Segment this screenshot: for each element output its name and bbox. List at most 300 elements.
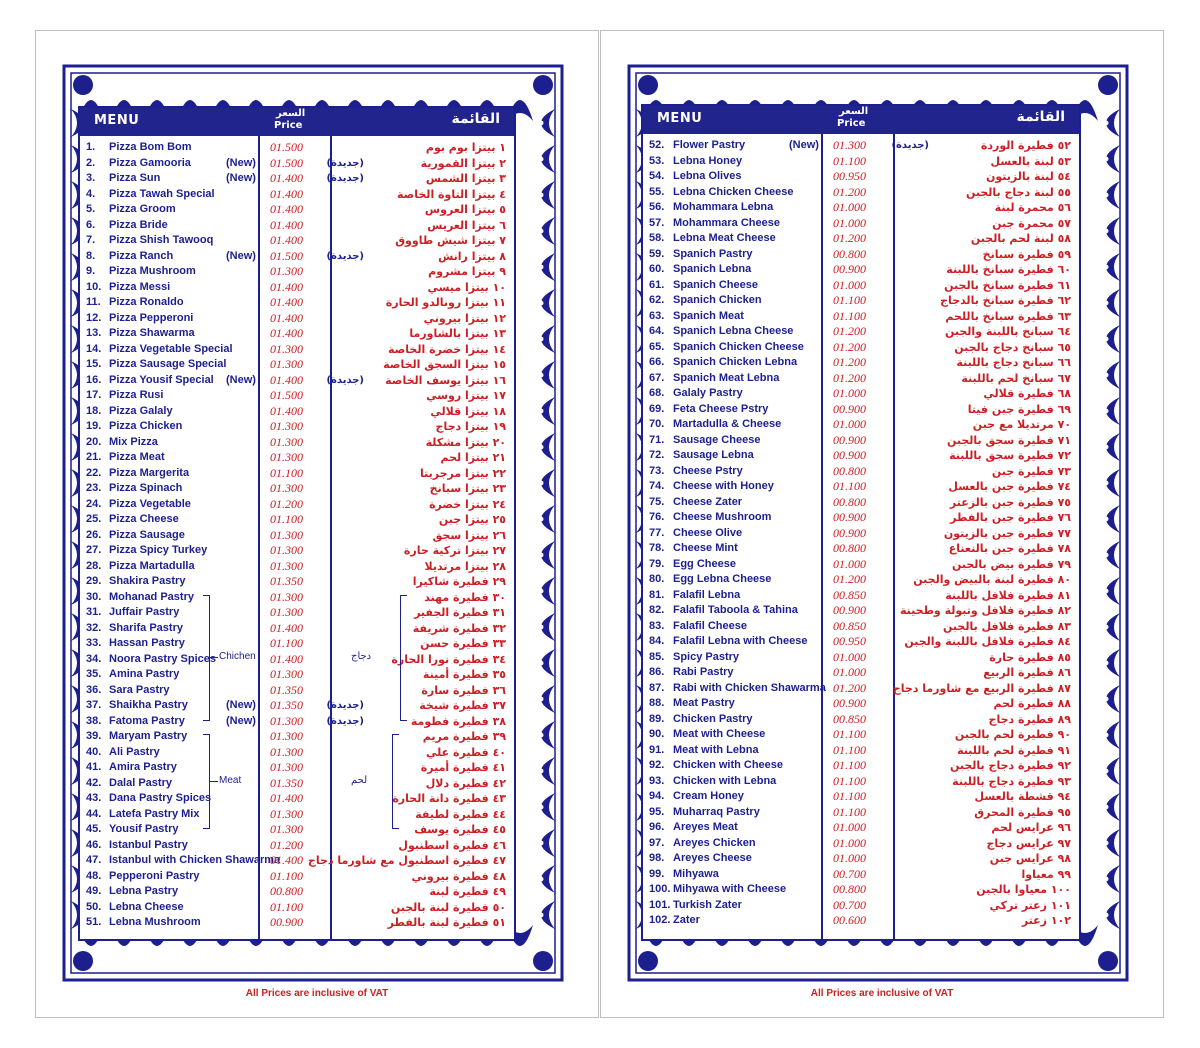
border-ornament bbox=[851, 90, 857, 96]
item-price: 01.000 bbox=[833, 649, 866, 664]
menu-item-row bbox=[80, 822, 514, 838]
item-price: 01.350 bbox=[270, 682, 303, 697]
border-ornament bbox=[1098, 75, 1118, 95]
border-ornament bbox=[73, 951, 93, 971]
item-name-ar: ٢٢ بيتزا مرجريتا bbox=[420, 466, 506, 480]
item-name-ar: ٦ بيتزا العريس bbox=[427, 218, 506, 232]
border-ornament bbox=[539, 409, 544, 414]
item-name-en bbox=[649, 727, 765, 743]
menu-item-row bbox=[80, 435, 514, 451]
item-number: 1. bbox=[86, 141, 96, 153]
border-ornament bbox=[1104, 481, 1109, 486]
item-price: 01.400 bbox=[270, 326, 303, 340]
item-name: Cheese Pstry bbox=[673, 464, 743, 477]
menu-item-row bbox=[80, 404, 514, 420]
item-name-en bbox=[86, 853, 280, 869]
menu-item-row bbox=[643, 851, 1079, 867]
menu-item-row bbox=[80, 900, 514, 916]
item-name-en bbox=[86, 838, 188, 854]
item-name-ar: ٩٩ معياوا bbox=[1021, 867, 1071, 881]
item-price: 01.300 bbox=[270, 450, 303, 464]
item-number: 16. bbox=[86, 373, 102, 386]
item-name: Rabi Pastry bbox=[673, 666, 734, 678]
item-name-ar: ٤٤ فطيرة لطيفة bbox=[415, 807, 506, 821]
item-price: 01.400 bbox=[270, 853, 303, 867]
item-price: 01.300 bbox=[270, 434, 303, 449]
item-number: 93. bbox=[649, 774, 665, 787]
menu-item-row bbox=[643, 867, 1079, 883]
item-name-en bbox=[86, 760, 177, 776]
item-name-ar: ٦٦ سبانخ دجاج باللبنة bbox=[956, 356, 1071, 369]
item-new-tag-ar: (جديدة) bbox=[326, 173, 364, 184]
header-menu-ar: القائمة bbox=[1016, 109, 1065, 125]
item-name: Pizza Groom bbox=[109, 203, 176, 215]
item-name-ar: ١٠١ زعتر تركي bbox=[989, 898, 1071, 912]
item-price: 01.000 bbox=[833, 386, 866, 400]
header-price-en: Price bbox=[837, 118, 866, 129]
item-name: Fatoma Pastry bbox=[109, 714, 185, 727]
item-price: 01.400 bbox=[270, 403, 303, 418]
item-number: 76. bbox=[649, 511, 665, 523]
menu-item-row bbox=[80, 280, 514, 296]
item-price: 01.300 bbox=[270, 744, 303, 759]
meat-group-label: Meat bbox=[219, 775, 242, 786]
item-number: 49. bbox=[86, 885, 102, 897]
menu-item-row bbox=[80, 311, 514, 327]
item-price: 00.900 bbox=[833, 510, 866, 524]
item-new-tag: (New) bbox=[226, 249, 256, 262]
item-number: 5. bbox=[86, 203, 96, 215]
item-name-ar: ٨ بيتزا رانش bbox=[438, 249, 506, 263]
item-name-en bbox=[649, 464, 743, 480]
item-new-tag-ar: (جديدة) bbox=[326, 250, 364, 262]
item-name-ar: ٤٥ فطيرة يوسف bbox=[414, 823, 506, 836]
item-name-en bbox=[649, 696, 735, 712]
item-name: Pizza Margerita bbox=[109, 466, 190, 479]
menu-item-row bbox=[80, 419, 514, 435]
item-name-ar: ١٣ بيتزا بالشاورما bbox=[409, 327, 506, 340]
item-name-en bbox=[86, 466, 189, 482]
border-ornament bbox=[1104, 769, 1109, 774]
item-name-en bbox=[86, 745, 160, 761]
item-name-en bbox=[86, 574, 185, 590]
item-name-en bbox=[649, 851, 752, 867]
meat-group-label-ar: لحم bbox=[351, 775, 368, 786]
item-number: 90. bbox=[649, 728, 665, 740]
menu-page-right bbox=[600, 30, 1164, 1018]
menu-item-row bbox=[80, 652, 514, 668]
item-number: 101. bbox=[649, 898, 671, 911]
item-name-en bbox=[86, 187, 215, 203]
item-name: Martadulla & Cheese bbox=[673, 418, 782, 430]
item-name-ar: ٦٠ فطيرة سبانخ باللبنة bbox=[946, 263, 1071, 276]
border-ornament bbox=[539, 301, 544, 306]
item-name: Dalal Pastry bbox=[109, 776, 172, 789]
item-name: Cheese Zater bbox=[673, 495, 743, 508]
item-number: 30. bbox=[86, 590, 102, 603]
item-number: 85. bbox=[649, 650, 665, 663]
border-ornament bbox=[286, 90, 292, 96]
border-ornament bbox=[1016, 90, 1022, 96]
item-number: 64. bbox=[649, 325, 665, 337]
item-name: Turkish Zater bbox=[673, 898, 742, 911]
item-price: 01.400 bbox=[270, 217, 303, 232]
item-name-en bbox=[86, 869, 199, 885]
item-price: 00.900 bbox=[833, 262, 866, 276]
item-name-en bbox=[649, 898, 742, 914]
item-name-ar: ٦٩ فطيرة جبن فيتا bbox=[967, 402, 1071, 416]
item-number: 55. bbox=[649, 185, 665, 198]
border-ornament bbox=[73, 75, 93, 95]
border-ornament bbox=[220, 90, 226, 96]
item-number: 8. bbox=[86, 249, 96, 262]
item-name-en bbox=[86, 900, 184, 916]
item-price: 01.100 bbox=[270, 465, 303, 480]
item-price: 01.100 bbox=[270, 512, 303, 526]
item-name: Pizza Yousif Special bbox=[109, 373, 214, 386]
item-name-en bbox=[86, 233, 213, 249]
item-name: Cheese with Honey bbox=[673, 480, 774, 492]
menu-item-row bbox=[80, 450, 514, 466]
item-name-en bbox=[649, 603, 798, 619]
item-number: 4. bbox=[86, 187, 96, 200]
item-number: 74. bbox=[649, 480, 665, 492]
item-price: 01.400 bbox=[270, 295, 303, 309]
item-number: 87. bbox=[649, 681, 665, 694]
item-name: Lebna Olives bbox=[673, 170, 742, 182]
item-number: 34. bbox=[86, 652, 102, 665]
item-name: Spanich Lebna bbox=[673, 263, 752, 275]
item-name: Spanich Cheese bbox=[673, 278, 758, 291]
item-name: Istanbul Pastry bbox=[109, 838, 188, 851]
item-name-en bbox=[649, 154, 742, 170]
item-name-en bbox=[86, 311, 193, 327]
item-name-en bbox=[649, 417, 781, 433]
item-name-ar: ٨٢ فطيرة فلافل وتبولة وطحينة bbox=[899, 604, 1071, 617]
border-ornament bbox=[1104, 661, 1109, 666]
item-price: 01.300 bbox=[833, 138, 866, 152]
item-name-ar: ٨٠ فطيرة لبنة بالبيض والجبن bbox=[913, 573, 1071, 586]
item-name: Muharraq Pastry bbox=[673, 805, 760, 818]
item-name: Pizza Spinach bbox=[109, 482, 183, 494]
item-name-en bbox=[86, 280, 170, 296]
menu-item-row bbox=[643, 371, 1079, 387]
item-price: 01.300 bbox=[270, 543, 303, 557]
chicken-group-tick bbox=[209, 657, 218, 658]
item-number: 44. bbox=[86, 807, 102, 820]
border-ornament bbox=[385, 950, 391, 956]
item-name: Chicken with Cheese bbox=[673, 759, 784, 771]
border-ornament bbox=[418, 90, 424, 96]
item-price: 00.900 bbox=[833, 432, 866, 447]
border-ornament bbox=[785, 90, 791, 96]
item-name-en bbox=[649, 572, 771, 588]
item-number: 39. bbox=[86, 730, 102, 742]
item-price: 01.300 bbox=[270, 264, 303, 278]
item-name-ar: ٨٥ فطيرة حارة bbox=[989, 650, 1071, 664]
item-name-ar: ٥٤ لبنة بالزيتون bbox=[985, 170, 1071, 183]
item-name: Pizza Sausage bbox=[109, 528, 185, 541]
item-price: 00.600 bbox=[833, 913, 866, 927]
item-name-ar: ٢٩ فطيرة شاكيرا bbox=[412, 575, 506, 588]
item-name-en bbox=[649, 309, 744, 325]
item-price: 01.000 bbox=[833, 200, 866, 214]
item-number: 75. bbox=[649, 495, 665, 508]
border-ornament bbox=[352, 950, 358, 956]
item-name-en bbox=[649, 402, 768, 418]
item-name-ar: ٥٣ لبنة بالعسل bbox=[990, 154, 1071, 168]
item-name-en bbox=[649, 836, 756, 852]
item-number: 82. bbox=[649, 604, 665, 616]
item-name-ar: ٢٠ بيتزا مشكلة bbox=[425, 435, 506, 449]
border-ornament bbox=[686, 950, 692, 956]
item-name-en bbox=[86, 605, 179, 621]
border-ornament bbox=[319, 90, 325, 96]
menu-item-row bbox=[80, 915, 514, 931]
menu-item-row bbox=[643, 169, 1079, 185]
item-name-en bbox=[649, 510, 771, 526]
item-name-en bbox=[86, 388, 163, 404]
item-name: Egg Lebna Cheese bbox=[673, 573, 772, 585]
item-price: 01.400 bbox=[270, 651, 303, 666]
menu-item-row bbox=[643, 464, 1079, 480]
item-price: 01.300 bbox=[270, 806, 303, 821]
item-name-ar: ٢١ بيتزا لحم bbox=[440, 451, 506, 464]
item-number: 13. bbox=[86, 327, 102, 339]
item-new-tag-ar: (جديدة) bbox=[326, 157, 364, 169]
item-name-ar: ٧٦ فطيرة جبن بالفطر bbox=[950, 511, 1071, 524]
border-ornament bbox=[539, 445, 544, 450]
item-name: Noora Pastry Spices bbox=[109, 652, 216, 665]
menu-item-row bbox=[643, 572, 1079, 588]
border-ornament bbox=[539, 697, 544, 702]
item-name-en bbox=[86, 884, 178, 900]
item-number: 32. bbox=[86, 621, 102, 634]
item-price: 00.950 bbox=[833, 169, 866, 183]
item-name: Spanich Chicken Cheese bbox=[673, 340, 804, 353]
chicken-group-bracket-ar bbox=[400, 595, 407, 721]
item-name-ar: ٣٨ فطيرة فطومة bbox=[410, 714, 506, 728]
item-price: 01.100 bbox=[270, 868, 303, 883]
border-ornament bbox=[1104, 337, 1109, 342]
item-name-ar: ٢ بيتزا القمورية bbox=[420, 156, 506, 170]
item-number: 77. bbox=[649, 526, 665, 539]
item-name: Pizza Sausage Special bbox=[109, 358, 227, 370]
item-price: 01.200 bbox=[833, 680, 866, 695]
item-price: 01.400 bbox=[270, 202, 303, 216]
item-name: Lebna Pastry bbox=[109, 885, 179, 897]
item-new-tag: (New) bbox=[226, 373, 256, 386]
item-name-en bbox=[86, 807, 199, 823]
menu-item-row bbox=[643, 681, 1079, 697]
item-price: 01.200 bbox=[833, 324, 866, 338]
menu-item-row bbox=[80, 373, 514, 389]
item-number: 67. bbox=[649, 371, 665, 384]
border-ornament bbox=[517, 950, 523, 956]
item-number: 36. bbox=[86, 683, 102, 696]
menu-item-row bbox=[643, 185, 1079, 201]
item-name-en bbox=[649, 247, 752, 263]
item-name-ar: ٦٢ فطيرة سبانخ بالدجاج bbox=[940, 294, 1071, 307]
item-name-ar: ٥٨ لبنة لحم بالجبن bbox=[970, 232, 1071, 245]
item-name: Hassan Pastry bbox=[109, 637, 185, 649]
menu-item-row bbox=[80, 264, 514, 280]
item-name-ar: ١٠٢ زعتر bbox=[1021, 914, 1071, 927]
item-price: 01.400 bbox=[270, 620, 303, 635]
item-name-ar: ٣٦ فطيرة سارة bbox=[421, 683, 506, 697]
item-number: 58. bbox=[649, 232, 665, 244]
item-number: 65. bbox=[649, 340, 665, 353]
border-ornament bbox=[319, 950, 325, 956]
menu-item-row bbox=[643, 495, 1079, 511]
border-ornament bbox=[154, 950, 160, 956]
border-ornament bbox=[785, 950, 791, 956]
menu-item-row bbox=[643, 216, 1079, 232]
item-name: Dana Pastry Spices bbox=[109, 792, 212, 804]
item-name-en bbox=[86, 450, 165, 466]
item-name-en bbox=[649, 262, 751, 278]
item-name-ar: ٨٧ فطيرة الربيع مع شاورما دجاج bbox=[892, 681, 1071, 695]
menu-item-row bbox=[643, 324, 1079, 340]
menu-item-row bbox=[643, 820, 1079, 836]
item-price: 01.400 bbox=[270, 791, 303, 805]
item-name: Mohammara Cheese bbox=[673, 216, 780, 229]
item-name-ar: ٣٧ فطيرة شيخة bbox=[419, 699, 506, 712]
item-number: 59. bbox=[649, 247, 665, 260]
meat-group-tick bbox=[209, 781, 218, 782]
item-price: 00.800 bbox=[833, 882, 866, 896]
item-price: 00.850 bbox=[833, 711, 866, 726]
item-price: 01.100 bbox=[833, 773, 866, 788]
border-ornament bbox=[539, 121, 544, 126]
item-price: 01.300 bbox=[270, 605, 303, 619]
border-ornament bbox=[917, 950, 923, 956]
item-name: Areyes Chicken bbox=[673, 836, 756, 849]
item-name-ar: ٢٣ بيتزا سبانخ bbox=[429, 482, 506, 495]
item-name: Sara Pastry bbox=[109, 683, 170, 696]
item-price: 01.100 bbox=[833, 742, 866, 757]
item-name-en bbox=[649, 557, 736, 573]
item-name-en bbox=[86, 698, 256, 714]
item-name: Pizza Pepperoni bbox=[109, 311, 194, 324]
menu-item-row bbox=[80, 295, 514, 311]
menu-item-row bbox=[80, 791, 514, 807]
menu-item-row bbox=[643, 882, 1079, 898]
item-price: 00.800 bbox=[833, 246, 866, 261]
item-name-en bbox=[86, 776, 172, 792]
item-name: Pizza Gamooria bbox=[109, 156, 191, 169]
item-price: 00.900 bbox=[833, 448, 866, 462]
item-number: 69. bbox=[649, 402, 665, 415]
item-name-ar: ٤١ فطيرة أميرة bbox=[420, 761, 506, 774]
header-price-ar: السعر bbox=[276, 108, 306, 119]
item-price: 00.850 bbox=[833, 618, 866, 633]
border-ornament bbox=[539, 337, 544, 342]
menu-item-row bbox=[643, 774, 1079, 790]
item-name-ar: ٦١ فطيرة سبانخ بالجبن bbox=[944, 278, 1071, 292]
item-name-ar: ٩٦ عرايس لحم bbox=[991, 821, 1071, 834]
item-name-ar: ٤٣ فطيرة دانة الحارة bbox=[392, 792, 506, 805]
border-ornament bbox=[1049, 950, 1055, 956]
menu-item-row bbox=[643, 541, 1079, 557]
item-name-ar: ٩٣ فطيرة دجاج باللبنة bbox=[952, 774, 1071, 788]
item-number: 100. bbox=[649, 883, 671, 895]
item-name-en bbox=[86, 264, 196, 280]
item-price: 01.100 bbox=[833, 789, 866, 803]
border-ornament bbox=[187, 950, 193, 956]
item-name-en bbox=[649, 386, 743, 402]
border-ornament bbox=[533, 75, 553, 95]
border-ornament bbox=[1104, 589, 1109, 594]
item-number: 50. bbox=[86, 900, 102, 913]
menu-item-row bbox=[80, 683, 514, 699]
border-ornament bbox=[1104, 625, 1109, 630]
item-name-ar: ٦٧ سبانخ لحم باللبنة bbox=[961, 371, 1071, 385]
item-number: 92. bbox=[649, 759, 665, 771]
menu-item-row bbox=[643, 805, 1079, 821]
menu-item-row bbox=[80, 528, 514, 544]
item-name: Lebna Honey bbox=[673, 154, 743, 167]
item-name-ar: ٩٥ فطيرة المحرق bbox=[974, 805, 1071, 819]
item-price: 01.400 bbox=[270, 279, 303, 294]
item-number: 68. bbox=[649, 387, 665, 399]
item-name-ar: ١٥ بيتزا السجق الخاصة bbox=[383, 358, 506, 371]
item-number: 21. bbox=[86, 451, 102, 463]
item-name-en bbox=[649, 789, 744, 805]
item-name-ar: ٦٨ فطيرة قلالي bbox=[983, 387, 1071, 400]
item-new-tag-ar: (جديدة) bbox=[891, 140, 929, 151]
item-name-ar: ٦٥ سبانخ دجاج بالجبن bbox=[954, 340, 1071, 354]
item-name: Pizza Mushroom bbox=[109, 265, 196, 277]
menu-item-row bbox=[643, 526, 1079, 542]
item-price: 01.100 bbox=[833, 479, 866, 493]
item-name: Amina Pastry bbox=[109, 668, 180, 680]
item-name: Meat Pastry bbox=[673, 697, 735, 709]
chicken-group-label: Chichen bbox=[219, 651, 256, 662]
item-name: Pizza Vegetable bbox=[109, 497, 191, 510]
border-ornament bbox=[220, 950, 226, 956]
item-name: Cheese Mint bbox=[673, 542, 738, 554]
item-name-en bbox=[86, 528, 185, 544]
item-name-ar: ١٧ بيتزا روسي bbox=[426, 389, 506, 402]
item-name-en bbox=[649, 913, 700, 929]
menu-item-row bbox=[80, 698, 514, 714]
border-ornament bbox=[539, 553, 544, 558]
item-name-en bbox=[649, 526, 742, 542]
item-name: Falafil Lebna with Cheese bbox=[673, 635, 808, 647]
border-ornament bbox=[719, 90, 725, 96]
item-name-ar: ٣٣ فطيرة حسن bbox=[420, 637, 506, 650]
item-number: 41. bbox=[86, 761, 102, 773]
item-name-ar: ٥٥ لبنة دجاج بالجبن bbox=[965, 185, 1071, 199]
border-ornament bbox=[1082, 90, 1088, 96]
border-ornament bbox=[484, 950, 490, 956]
item-name-ar: ٤٠ فطيرة علي bbox=[426, 745, 506, 759]
item-name: Flower Pastry bbox=[673, 139, 746, 151]
menu-item-row bbox=[643, 743, 1079, 759]
menu-item-row bbox=[643, 355, 1079, 371]
item-price: 01.300 bbox=[270, 667, 303, 681]
item-name-ar: ٨٨ فطيرة لحم bbox=[993, 697, 1071, 710]
item-name-ar: ٧٣ فطيرة جبن bbox=[991, 464, 1071, 478]
item-number: 24. bbox=[86, 497, 102, 510]
item-name: Spanich Pastry bbox=[673, 247, 753, 260]
item-name: Pizza Rusi bbox=[109, 389, 164, 401]
item-price: 01.000 bbox=[833, 820, 866, 834]
border-ornament bbox=[983, 950, 989, 956]
item-name-en bbox=[86, 512, 179, 528]
item-number: 27. bbox=[86, 544, 102, 556]
